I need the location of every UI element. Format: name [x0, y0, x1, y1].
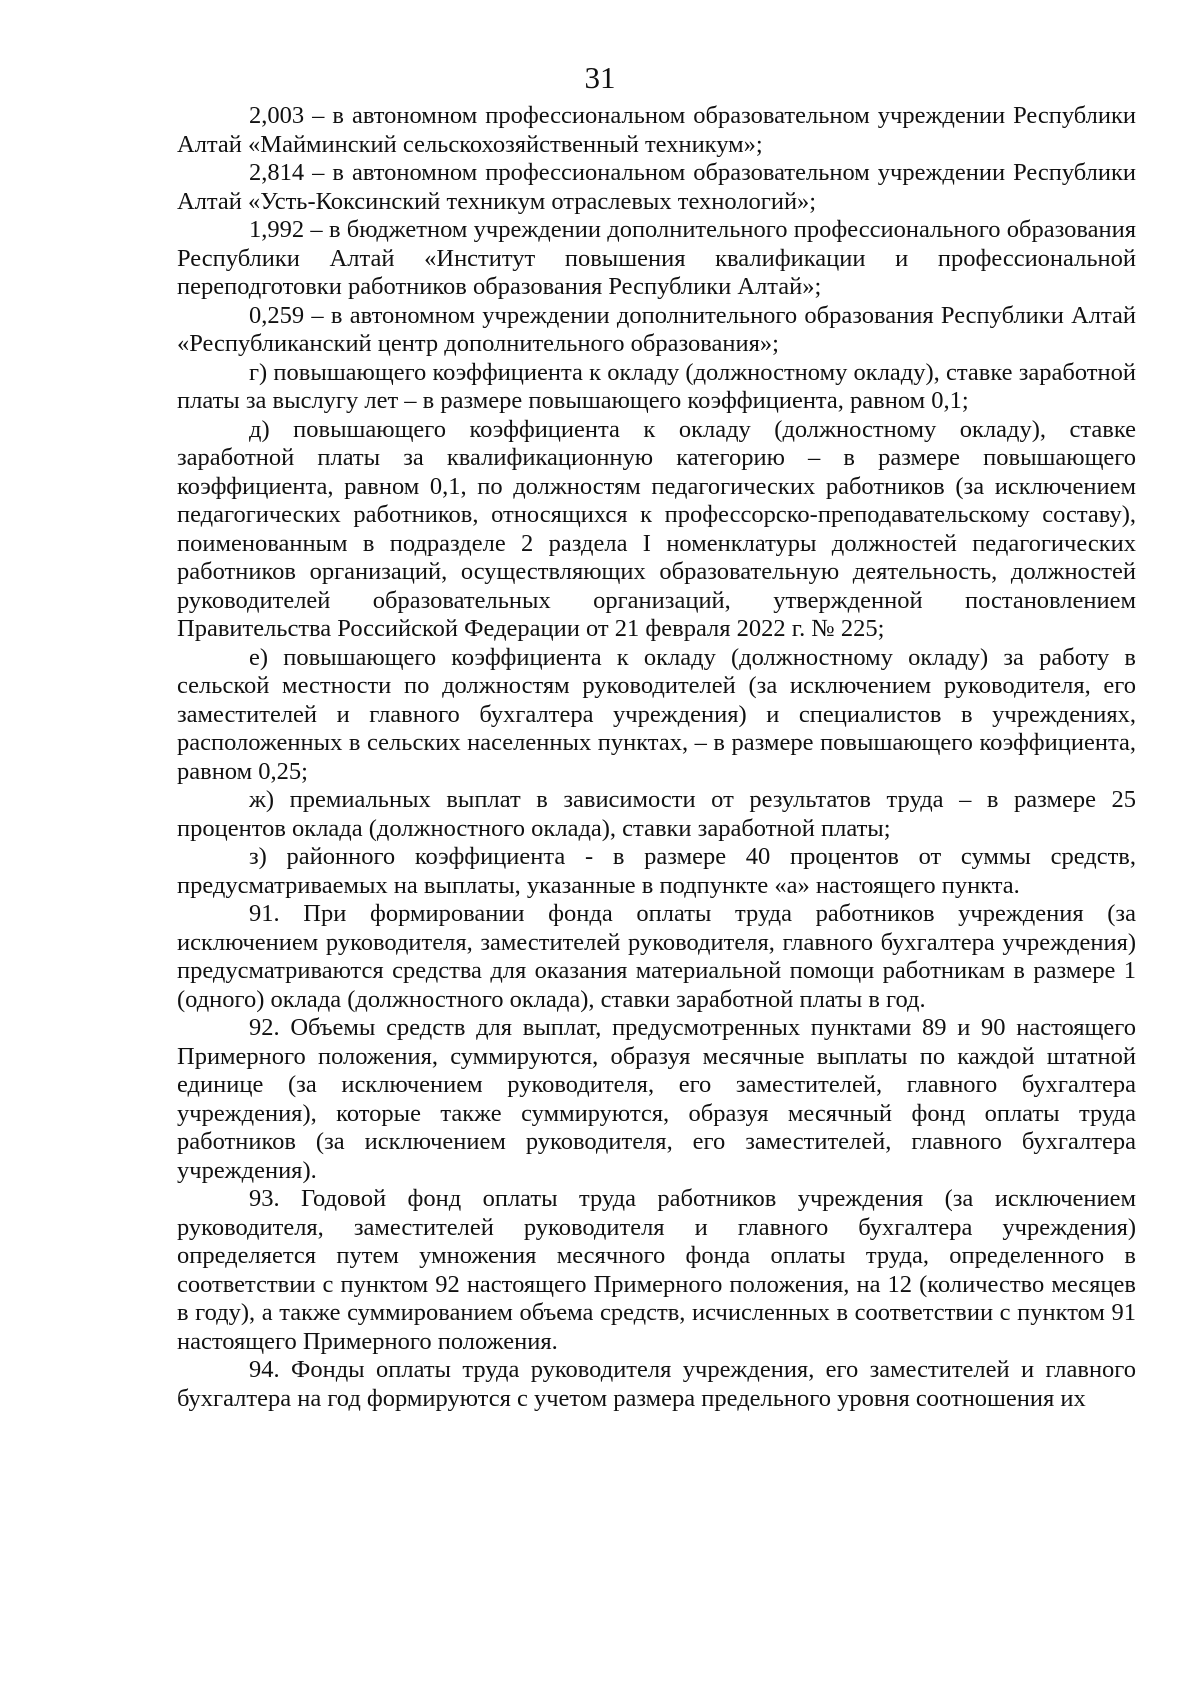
paragraph-item-91: 91. При формировании фонда оплаты труда работников учреждения (за исключением руководителя, заместителей руководителя, главного бухгалтера учреждения) предусматриваются средства для оказания материальной помощи работникам в размере 1 (одного) оклада (должностного оклада), ставки заработной платы в год. [177, 900, 1136, 1013]
paragraph-item-93: 93. Годовой фонд оплаты труда работников учреждения (за исключением руководителя, заместителей руководителя и главного бухгалтера учреждения) определяется путем умножения месячного фонда оплаты труда, определенного в соответствии с пунктом 92 настоящего Примерного положения, на 12 (количество месяцев в году), а также суммированием объема средств, исчисленных в соответствии с пунктом 91 настоящего Примерного положения. [177, 1185, 1136, 1355]
paragraph-subitem-zh: ж) премиальных выплат в зависимости от результатов труда – в размере 25 процентов оклада (должностного оклада), ставки заработной платы; [177, 786, 1136, 842]
paragraph-item-94: 94. Фонды оплаты труда руководителя учреждения, его заместителей и главного бухгалтера на год формируются с учетом размера предельного уровня соотношения их [177, 1356, 1136, 1412]
document-body [177, 102, 1136, 1413]
paragraph-rate-ust-koksa: 2,814 – в автономном профессиональном образовательном учреждении Республики Алтай «Усть-Коксинский техникум отраслевых технологий»; [177, 159, 1136, 215]
paragraph-rate-republican-center: 0,259 – в автономном учреждении дополнительного образования Республики Алтай «Республиканский центр дополнительного образования»; [177, 301, 1136, 357]
paragraph-subitem-z: з) районного коэффициента - в размере 40 процентов от суммы средств, предусматриваемых на выплаты, указанные в подпункте «а» настоящего пункта. [177, 843, 1136, 899]
page-number: 31 [584, 60, 616, 95]
paragraph-item-92: 92. Объемы средств для выплат, предусмотренных пунктами 89 и 90 настоящего Примерного положения, суммируются, образуя месячные выплаты по каждой штатной единице (за исключением руководителя, его заместителей, главного бухгалтера учреждения), которые также суммируются, образуя месячный фонд оплаты труда работников (за исключением руководителя, его заместителей, главного бухгалтера учреждения). [177, 1014, 1136, 1184]
paragraph-rate-maima: 2,003 – в автономном профессиональном образовательном учреждении Республики Алтай «Майминский сельскохозяйственный техникум»; [177, 102, 1136, 158]
paragraph-subitem-d: д) повышающего коэффициента к окладу (должностному окладу), ставке заработной платы за квалификационную категорию – в размере повышающего коэффициента, равном 0,1, по должностям педагогических работников (за исключением педагогических работников, относящихся к профессорско-преподавательскому составу), поименованным в подразделе 2 раздела I номенклатуры должностей педагогических работников организаций, осуществляющих образовательную деятельность, должностей руководителей образовательных организаций, утвержденной постановлением Правительства Российской Федерации от 21 февраля 2022 г. № 225; [177, 415, 1136, 642]
paragraph-rate-institute: 1,992 – в бюджетном учреждении дополнительного профессионального образования Республики Алтай «Институт повышения квалификации и профессиональной переподготовки работников образования Республики Алтай»; [177, 216, 1136, 300]
paragraph-subitem-g: г) повышающего коэффициента к окладу (должностному окладу), ставке заработной платы за выслугу лет – в размере повышающего коэффициента, равном 0,1; [177, 358, 1136, 414]
paragraph-subitem-e: е) повышающего коэффициента к окладу (должностному окладу) за работу в сельской местности по должностям руководителей (за исключением руководителя, его заместителей и главного бухгалтера учреждения) и специалистов в учреждениях, расположенных в сельских населенных пунктах, – в размере повышающего коэффициента, равном 0,25; [177, 643, 1136, 785]
